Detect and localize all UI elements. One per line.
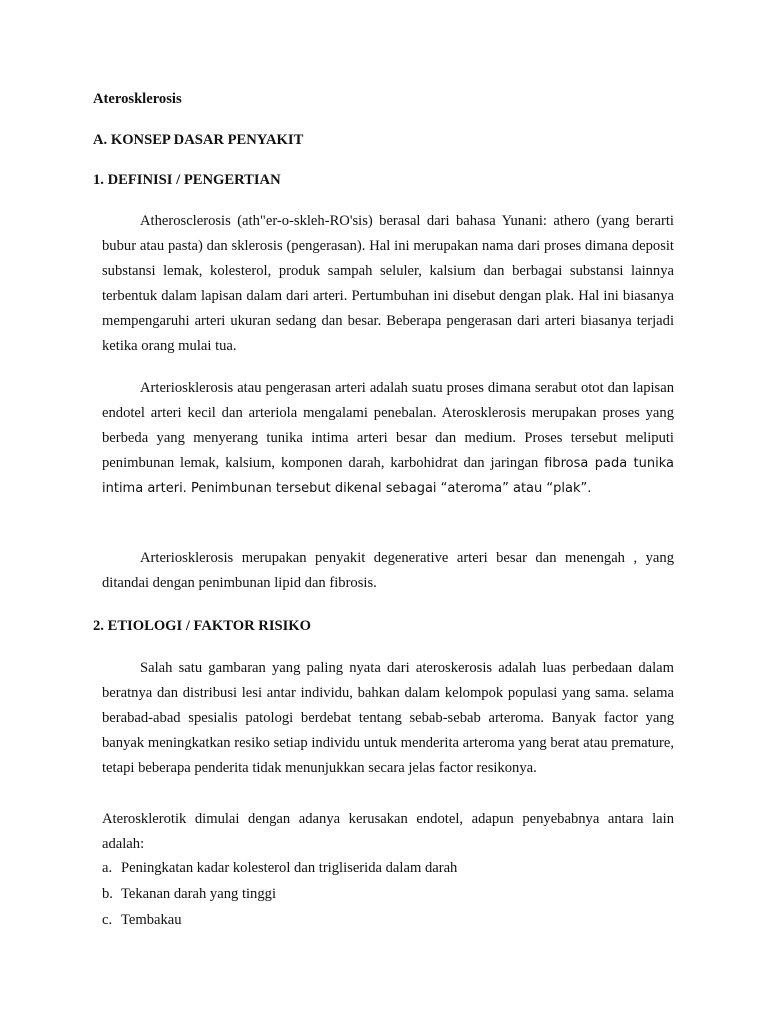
paragraph-definition: Atherosclerosis (ath"er-o-skleh-RO'sis) berasal dari bahasa Yunani: athero (yang berarti bubur atau pasta) dan sklerosis (pengerasan). Hal ini merupakan nama dari proses dimana deposit substansi lemak, kolesterol, produk sampah seluler, kalsium dan berbagai substansi lainnya terbentuk dalam lapisan dalam dari arteri. Pertumbuhan ini disebut dengan plak. Hal ini biasanya mempengaruhi arteri ukuran sedang dan besar. Beberapa pengerasan dari arteri biasanya terjadi ketika orang mulai tua. [102,213,674,354]
paragraph-arteriosclerosis-tail: fibrosa pada tunika intima arteri. Penimbunan tersebut dikenal sebagai “ateroma” atau “plak”. [102,456,674,496]
section-heading-etiologi: 2. ETIOLOGI / FAKTOR RISIKO [93,618,312,634]
paragraph-degenerative: Arteriosklerosis merupakan penyakit degenerative arteri besar dan menengah , yang ditandai dengan penimbunan lipid dan fibrosis. [102,550,674,591]
paragraph-etiology: Salah satu gambaran yang paling nyata dari ateroskerosis adalah luas perbedaan dalam beratnya dan distribusi lesi antar individu, bahkan dalam kelompok populasi yang sama. selama berabad-abad spesialis patologi berdebat tentang sebab-sebab arteroma. Banyak factor yang banyak meningkatkan resiko setiap individu untuk menderita arteroma yang berat atau premature, tetapi beberapa penderita tidak menunjukkan secara jelas factor resikonya. [102,660,674,776]
paragraph-arteriosclerosis-main: Arteriosklerosis atau pengerasan arteri adalah suatu proses dimana serabut otot dan lapisan endotel arteri kecil dan arteriola mengalami penebalan. Aterosklerosis merupakan proses yang berbeda yang menyerang tunika intima arteri besar dan medium. Proses tersebut meliputi penimbunan lemak, kalsium, komponen darah, karbohidrat dan jaringan [102,380,674,471]
paragraph-endothel-damage: Aterosklerotik dimulai dengan adanya kerusakan endotel, adapun penyebabnya antara lain adalah: [102,811,674,852]
list-item [102,886,276,903]
section-heading-konsep: A. KONSEP DASAR PENYAKIT [93,132,304,148]
list-text: Tembakau [121,912,182,928]
list-marker: b. [102,886,113,902]
list-item [102,912,182,929]
paragraph-arteriosclerosis [102,376,674,501]
list-marker: c. [102,912,113,928]
document-title: Aterosklerosis [93,91,182,107]
list-text: Peningkatan kadar kolesterol dan trigliserida dalam darah [121,860,458,876]
list-item [102,860,457,877]
section-heading-definisi: 1. DEFINISI / PENGERTIAN [93,172,281,188]
list-text: Tekanan darah yang tinggi [121,886,276,902]
list-marker: a. [102,860,113,876]
